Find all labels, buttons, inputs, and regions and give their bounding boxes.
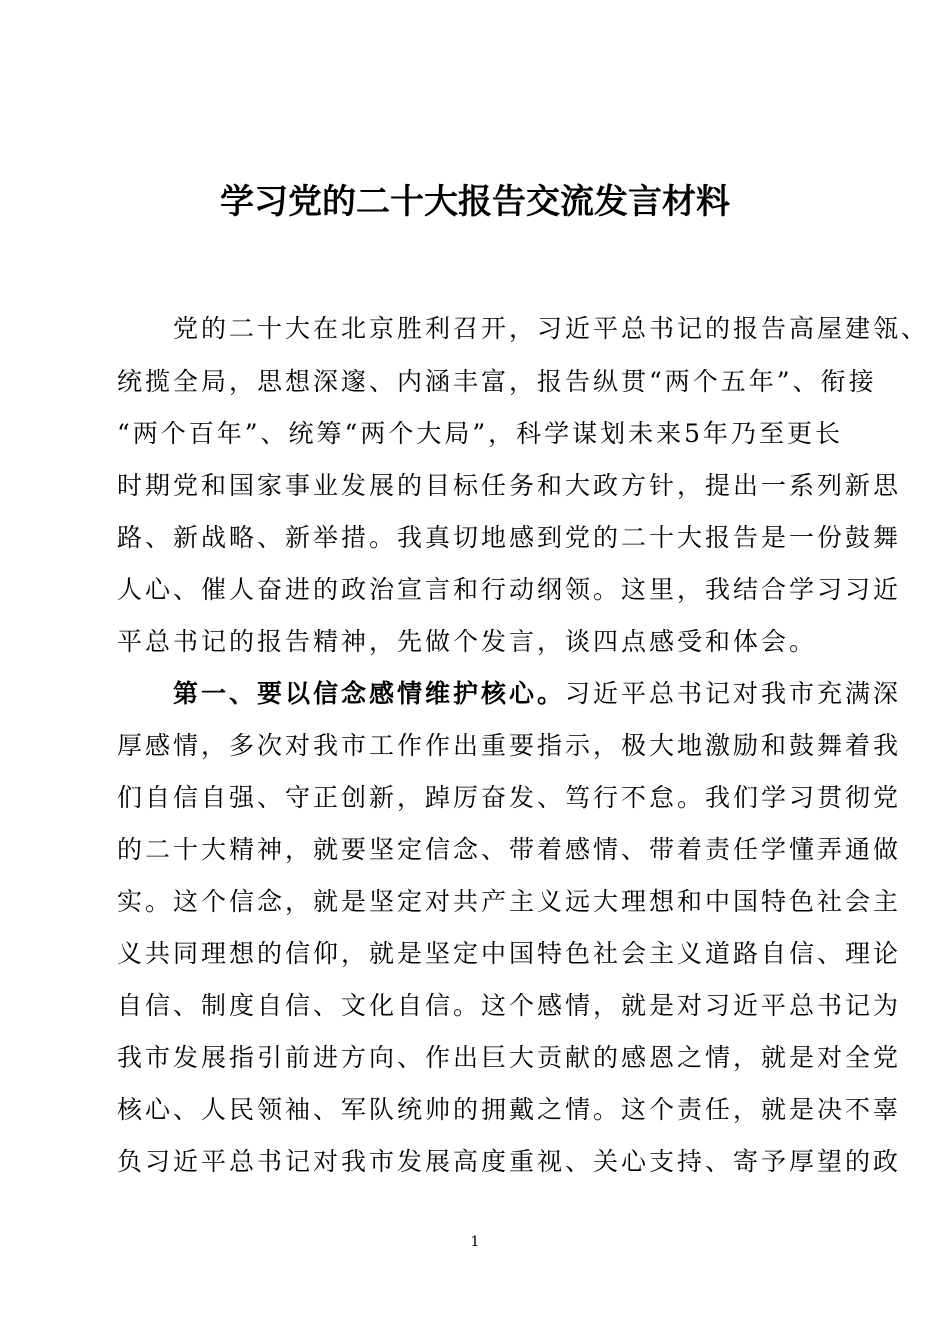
text-line: 平总书记的报告精神，先做个发言，谈四点感受和体会。	[117, 627, 818, 656]
text-line: 负习近平总书记对我市发展高度重视、关心支持、寄予厚望的政	[117, 1147, 902, 1176]
text-line: 实。这个信念，就是坚定对共产主义远大理想和中国特色社会主	[117, 887, 902, 916]
section-text: 习近平总书记对我市充满深	[565, 679, 902, 708]
text-line: 厚感情，多次对我市工作作出重要指示，极大地激励和鼓舞着我	[117, 731, 902, 760]
section-heading: 第一、要以信念感情维护核心。	[117, 679, 566, 708]
text-line: 的二十大精神，就要坚定信念、带着感情、带着责任学懂弄通做	[117, 835, 902, 864]
text-line: 们自信自强、守正创新，踔厉奋发、笃行不怠。我们学习贯彻党	[117, 783, 902, 812]
page-number: 1	[470, 1234, 480, 1250]
text-line: 自信、制度自信、文化自信。这个感情，就是对习近平总书记为	[117, 991, 902, 1020]
text-line: 核心、人民领袖、军队统帅的拥戴之情。这个责任，就是决不辜	[117, 1095, 902, 1124]
text-line: 路、新战略、新举措。我真切地感到党的二十大报告是一份鼓舞	[117, 523, 902, 552]
text-line: 党的二十大在北京胜利召开，习近平总书记的报告高屋建瓴、	[117, 314, 930, 343]
page-title: 学习党的二十大报告交流发言材料	[220, 182, 730, 222]
text-line: 我市发展指引前进方向、作出巨大贡献的感恩之情，就是对全党	[117, 1043, 902, 1072]
text-line	[117, 676, 901, 712]
text-line: 人心、催人奋进的政治宣言和行动纲领。这里，我结合学习习近	[117, 575, 902, 604]
text-line: 义共同理想的信仰，就是坚定中国特色社会主义道路自信、理论	[117, 939, 902, 968]
text-line: 时期党和国家事业发展的目标任务和大政方针，提出一系列新思	[117, 471, 902, 500]
text-line: “两个百年”、统筹“两个大局”，科学谋划未来5年乃至更长	[117, 419, 844, 448]
text-line: 统揽全局，思想深邃、内涵丰富，报告纵贯“两个五年”、衔接	[117, 367, 877, 396]
